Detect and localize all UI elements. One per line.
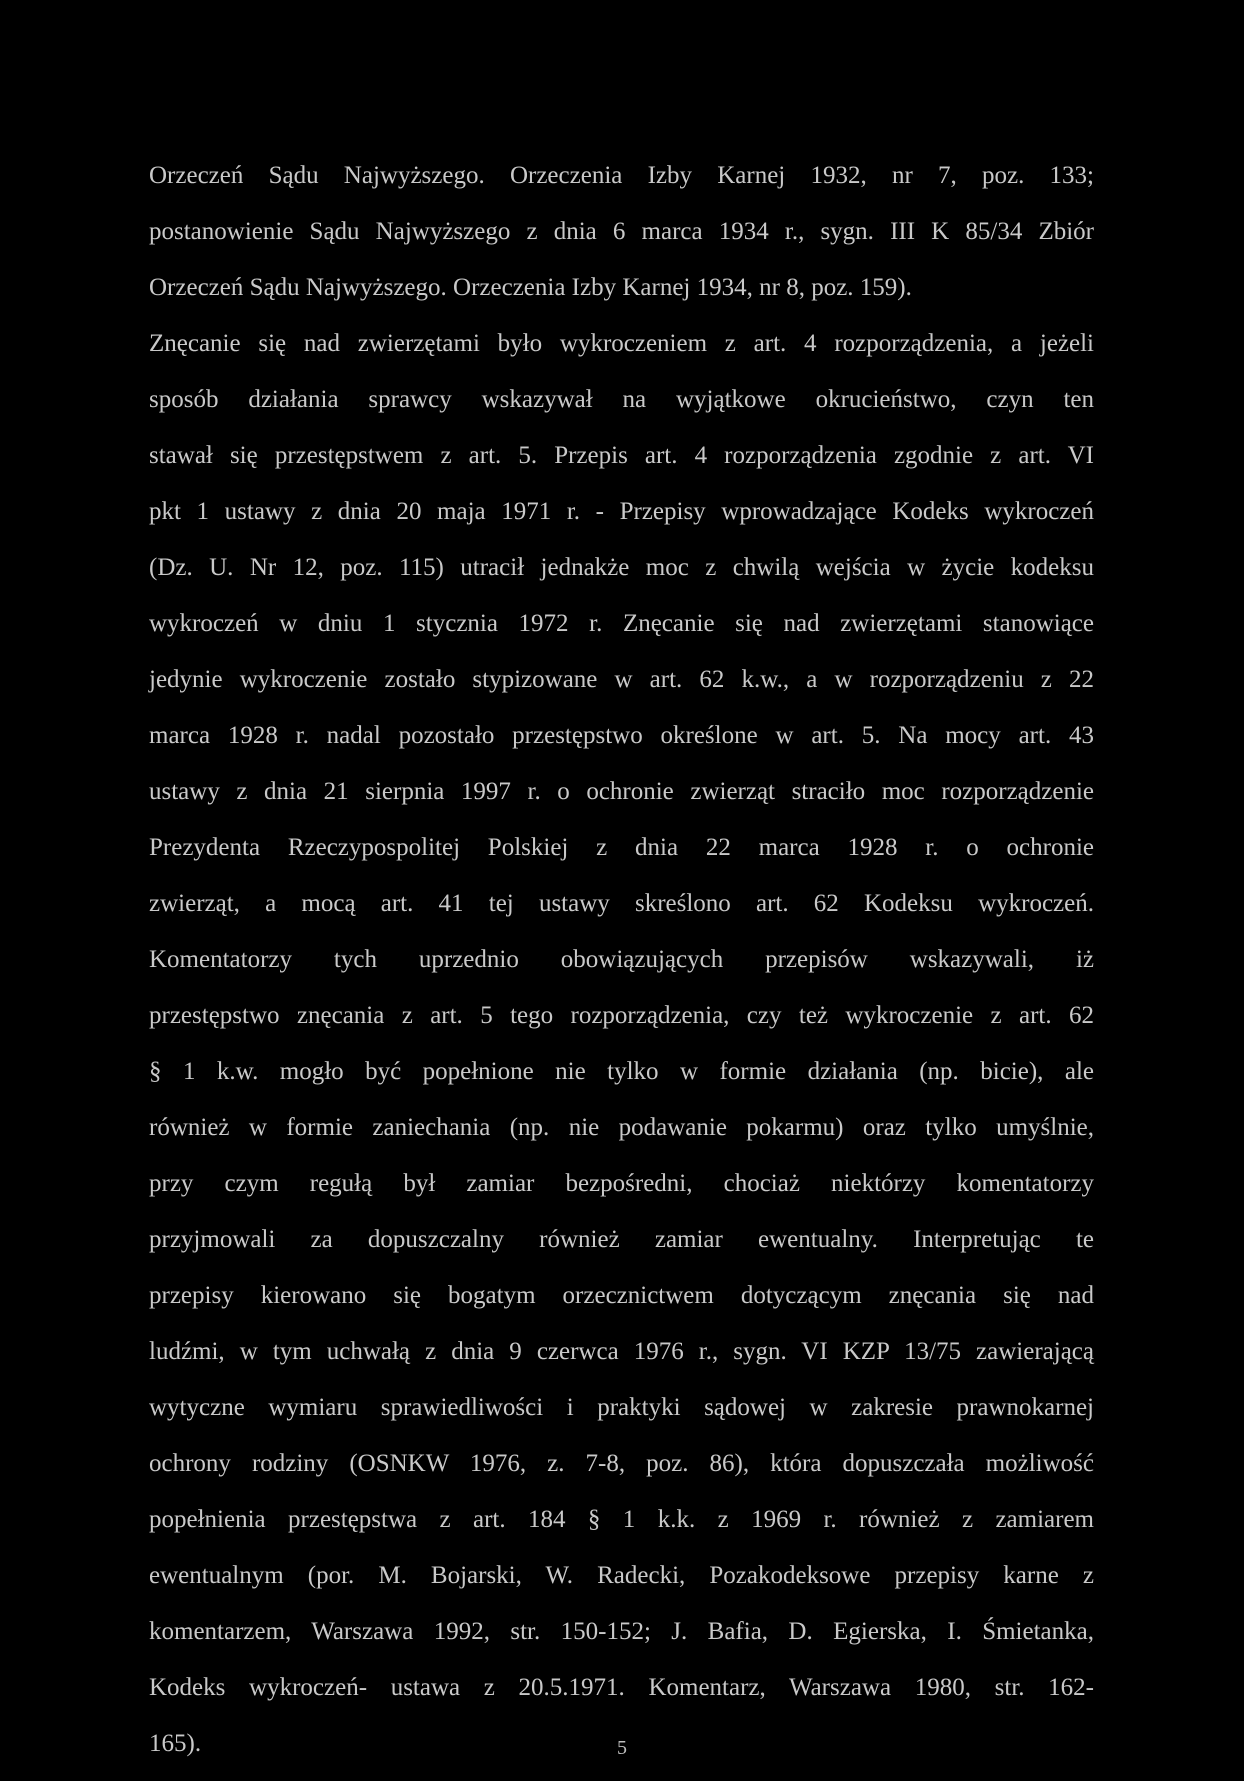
text-line: postanowienie Sądu Najwyższego z dnia 6 marca 1934 r., sygn. III K 85/34 Zbiór <box>149 218 1094 245</box>
text-line: ludźmi, w tym uchwałą z dnia 9 czerwca 1976 r., sygn. VI KZP 13/75 zawierającą <box>149 1338 1094 1365</box>
body-text <box>149 148 1094 1772</box>
text-line: 165). <box>149 1730 202 1757</box>
text-line: Komentatorzy tych uprzednio obowiązujących przepisów wskazywali, iż <box>149 946 1094 973</box>
text-line: popełnienia przestępstwa z art. 184 § 1 k.k. z 1969 r. również z zamiarem <box>149 1506 1094 1533</box>
text-line: jedynie wykroczenie zostało stypizowane w art. 62 k.w., a w rozporządzeniu z 22 <box>149 666 1094 693</box>
text-line: § 1 k.w. mogło być popełnione nie tylko w formie działania (np. bicie), ale <box>149 1058 1094 1085</box>
text-line: Prezydenta Rzeczypospolitej Polskiej z dnia 22 marca 1928 r. o ochronie <box>149 834 1094 861</box>
text-line: ustawy z dnia 21 sierpnia 1997 r. o ochronie zwierząt straciło moc rozporządzenie <box>149 778 1094 805</box>
text-line: wykroczeń w dniu 1 stycznia 1972 r. Znęcanie się nad zwierzętami stanowiące <box>149 610 1094 637</box>
text-line: Kodeks wykroczeń- ustawa z 20.5.1971. Komentarz, Warszawa 1980, str. 162- <box>149 1674 1094 1701</box>
text-line: Orzeczeń Sądu Najwyższego. Orzeczenia Izby Karnej 1934, nr 8, poz. 159). <box>149 274 912 301</box>
text-line: zwierząt, a mocą art. 41 tej ustawy skreślono art. 62 Kodeksu wykroczeń. <box>149 890 1094 917</box>
text-line: stawał się przestępstwem z art. 5. Przepis art. 4 rozporządzenia zgodnie z art. VI <box>149 442 1094 469</box>
text-line: (Dz. U. Nr 12, poz. 115) utracił jednakże moc z chwilą wejścia w życie kodeksu <box>149 554 1094 581</box>
text-line: przepisy kierowano się bogatym orzecznictwem dotyczącym znęcania się nad <box>149 1282 1094 1309</box>
text-line: przyjmowali za dopuszczalny również zamiar ewentualny. Interpretując te <box>149 1226 1094 1253</box>
text-line: ochrony rodziny (OSNKW 1976, z. 7-8, poz. 86), która dopuszczała możliwość <box>149 1450 1094 1477</box>
text-line: wytyczne wymiaru sprawiedliwości i praktyki sądowej w zakresie prawnokarnej <box>149 1394 1094 1421</box>
text-line: marca 1928 r. nadal pozostało przestępstwo określone w art. 5. Na mocy art. 43 <box>149 722 1094 749</box>
text-line: również w formie zaniechania (np. nie podawanie pokarmu) oraz tylko umyślnie, <box>149 1114 1094 1141</box>
text-line: ewentualnym (por. M. Bojarski, W. Radecki, Pozakodeksowe przepisy karne z <box>149 1562 1094 1589</box>
text-line: komentarzem, Warszawa 1992, str. 150-152; J. Bafia, D. Egierska, I. Śmietanka, <box>149 1618 1094 1645</box>
text-line: przy czym regułą był zamiar bezpośredni, chociaż niektórzy komentatorzy <box>149 1170 1094 1197</box>
text-line: Znęcanie się nad zwierzętami było wykroczeniem z art. 4 rozporządzenia, a jeżeli <box>149 330 1094 357</box>
text-line: pkt 1 ustawy z dnia 20 maja 1971 r. - Przepisy wprowadzające Kodeks wykroczeń <box>149 498 1094 525</box>
text-line: sposób działania sprawcy wskazywał na wyjątkowe okrucieństwo, czyn ten <box>149 386 1094 413</box>
text-line: Orzeczeń Sądu Najwyższego. Orzeczenia Izby Karnej 1932, nr 7, poz. 133; <box>149 162 1094 189</box>
text-line: przestępstwo znęcania z art. 5 tego rozporządzenia, czy też wykroczenie z art. 62 <box>149 1002 1094 1029</box>
page-number: 5 <box>617 1737 627 1759</box>
